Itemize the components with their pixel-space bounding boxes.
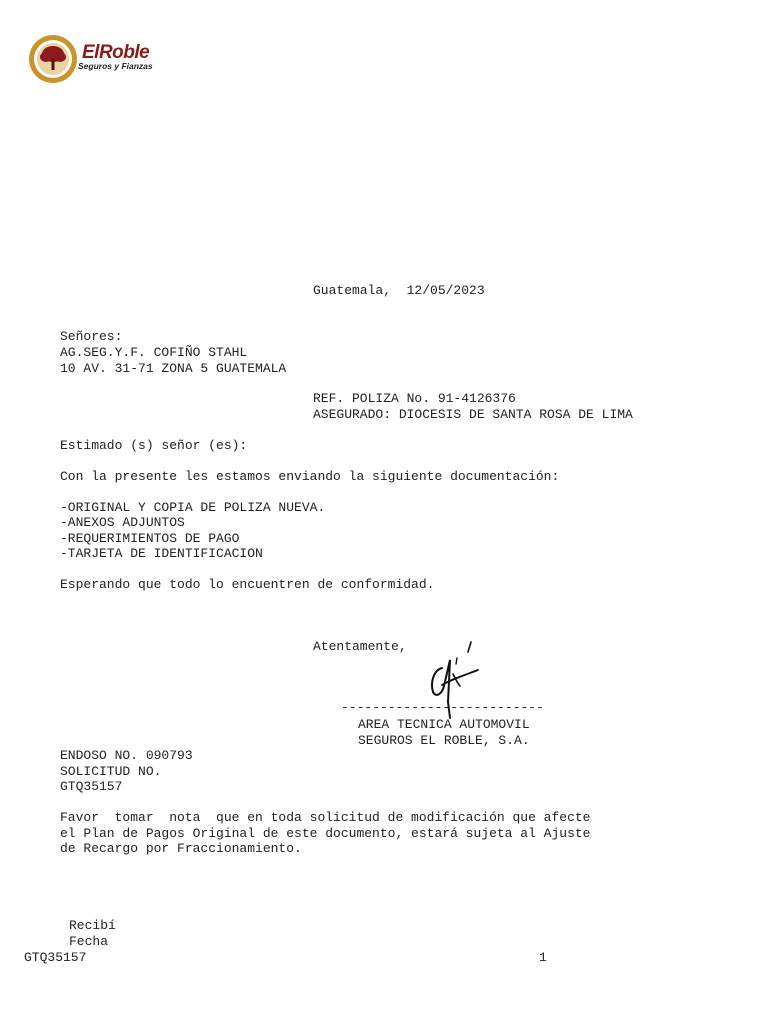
signature-department: AREA TECNICA AUTOMOVIL <box>358 717 530 732</box>
list-item: -TARJETA DE IDENTIFICACION <box>60 546 263 561</box>
footer-code: GTQ35157 <box>24 950 87 965</box>
signature-company: SEGUROS EL ROBLE, S.A. <box>358 733 530 748</box>
list-item: -ANEXOS ADJUNTOS <box>60 515 185 530</box>
notice-line: de Recargo por Fraccionamiento. <box>60 841 302 856</box>
notice-line: el Plan de Pagos Original de este documento, estará sujeta al Ajuste <box>60 826 591 841</box>
recipient-name: AG.SEG.Y.F. COFIÑO STAHL <box>60 345 248 360</box>
notice-line: Favor tomar nota que en toda solicitud de modificación que afecte <box>60 810 591 825</box>
logo-tagline: Seguros y Fianzas <box>78 61 153 71</box>
endoso-number: ENDOSO NO. 090793 <box>60 748 193 763</box>
insured-name: ASEGURADO: DIOCESIS DE SANTA ROSA DE LIMA <box>313 407 633 422</box>
solicitud-number: SOLICITUD NO. <box>60 764 162 779</box>
list-item: -ORIGINAL Y COPIA DE POLIZA NUEVA. <box>60 500 326 515</box>
receipt-fecha: Fecha <box>69 934 109 949</box>
company-logo <box>28 32 168 86</box>
recipient-address: 10 AV. 31-71 ZONA 5 GUATEMALA <box>60 361 287 376</box>
page-number: 1 <box>539 950 547 965</box>
signature-line: -------------------------- <box>341 700 544 715</box>
greeting: Estimado (s) señor (es): <box>60 438 248 453</box>
list-item: -REQUERIMIENTOS DE PAGO <box>60 531 240 546</box>
closing-line: Esperando que todo lo encuentren de conformidad. <box>60 577 435 592</box>
intro-text: Con la presente les estamos enviando la siguiente documentación: <box>60 469 560 484</box>
logo-name: ElRoble <box>82 42 150 63</box>
recipient-salutation: Señores: <box>60 329 123 344</box>
oak-tree-icon <box>28 32 82 86</box>
receipt-recibi: Recibí <box>69 918 116 933</box>
closing-salutation: Atentamente, <box>313 639 407 654</box>
place-date: Guatemala, 12/05/2023 <box>313 283 485 298</box>
policy-reference: REF. POLIZA No. 91-4126376 <box>313 391 516 406</box>
reference-code: GTQ35157 <box>60 779 123 794</box>
